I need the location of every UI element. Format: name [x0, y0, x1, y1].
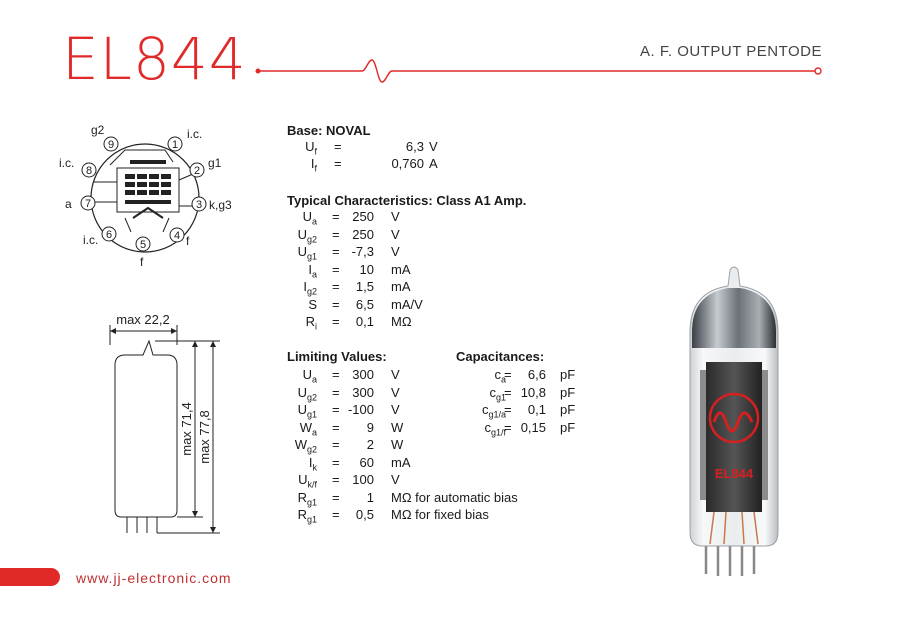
- spec-value: -7,3: [351, 244, 374, 259]
- dim-width: max 22,2: [116, 312, 170, 327]
- spec-equals: =: [332, 261, 340, 277]
- pin-6-label: i.c.: [83, 233, 99, 247]
- page-subtitle: A. F. OUTPUT PENTODE: [640, 43, 822, 60]
- footer-accent-bar: [0, 568, 60, 586]
- spec-equals: =: [332, 367, 340, 382]
- spec-symbol: $U_{g1}$: [297, 244, 317, 262]
- spec-symbol: $I_{g2}$: [303, 279, 317, 297]
- pin-8-num: 8: [85, 165, 93, 177]
- pin-9-num: 9: [107, 139, 115, 151]
- spec-symbol: $U_f$: [305, 139, 317, 157]
- pin-1-label: i.c.: [187, 127, 203, 141]
- spec-equals: =: [504, 419, 512, 435]
- spec-value: 9: [366, 419, 374, 435]
- dimension-drawing: [95, 305, 245, 545]
- spec-equals: =: [332, 226, 340, 242]
- spec-equals: =: [332, 472, 340, 487]
- spec-row: [287, 506, 587, 523]
- spec-row: [287, 208, 587, 225]
- dim-height-2: max 77,8: [197, 410, 212, 464]
- spec-value: 1,5: [355, 279, 374, 294]
- spec-equals: =: [332, 454, 340, 470]
- pin-7-num: 7: [84, 198, 92, 210]
- spec-symbol: $U_{g2}$: [297, 226, 317, 245]
- pin-7-label: a: [65, 197, 72, 211]
- spec-unit: MΩ for automatic bias: [391, 489, 518, 505]
- spec-row: [287, 471, 587, 488]
- spec-symbol: $R_i$: [305, 314, 317, 332]
- spec-unit: mA: [391, 261, 411, 277]
- spec-row: [287, 226, 587, 243]
- spec-value: 6,3: [405, 139, 424, 154]
- pin-diagram: [55, 120, 275, 270]
- spec-equals: =: [332, 437, 340, 452]
- pin-3-label: k,g3: [209, 198, 232, 212]
- pin-4-label: f: [186, 234, 190, 248]
- spec-equals: =: [504, 402, 512, 417]
- pin-4-num: 4: [173, 230, 181, 242]
- header-waveform-line: [250, 58, 830, 84]
- spec-symbol: $W_{g2}$: [294, 437, 317, 455]
- spec-unit: mA/V: [391, 296, 423, 312]
- pin-8-label: i.c.: [59, 156, 75, 170]
- spec-unit: pF: [560, 402, 576, 417]
- base-title: Base: NOVAL: [287, 123, 371, 138]
- spec-symbol: $U_a$: [302, 209, 317, 227]
- spec-equals: =: [332, 209, 340, 224]
- spec-equals: =: [332, 507, 340, 522]
- spec-value: 300: [352, 367, 374, 382]
- spec-value: 1: [366, 489, 374, 505]
- capacitances-title: Capacitances:: [456, 349, 545, 364]
- pin-9-label: g2: [91, 123, 105, 137]
- spec-value: 0,5: [355, 507, 374, 522]
- typical-title: Typical Characteristics: Class A1 Amp.: [287, 193, 527, 208]
- spec-row: [287, 489, 587, 506]
- spec-value: 6,5: [355, 296, 374, 312]
- spec-symbol: $U_{k/f}$: [298, 472, 317, 490]
- spec-value: 6,6: [527, 367, 546, 382]
- spec-unit: V: [429, 139, 438, 154]
- spec-symbol: $I_f$: [310, 156, 317, 174]
- spec-unit: MΩ for fixed bias: [391, 507, 489, 522]
- spec-value: 0,15: [520, 419, 546, 435]
- pin-3-num: 3: [195, 199, 203, 211]
- spec-row: [287, 436, 587, 453]
- spec-equals: =: [332, 402, 340, 417]
- spec-equals: =: [504, 384, 512, 400]
- spec-unit: W: [391, 419, 404, 435]
- dim-height-1: max 71,4: [179, 402, 194, 456]
- spec-value: 250: [352, 226, 374, 242]
- spec-symbol: $W_a$: [299, 419, 317, 438]
- pin-5-label: f: [140, 255, 144, 269]
- spec-unit: mA: [391, 454, 411, 470]
- spec-symbol: $U_{g1}$: [297, 402, 317, 420]
- spec-symbol: $I_a$: [308, 261, 317, 280]
- spec-unit: pF: [560, 419, 576, 435]
- spec-value: 0,760: [391, 156, 424, 171]
- pin-1-num: 1: [171, 139, 179, 151]
- pin-2-label: g1: [208, 156, 222, 170]
- spec-value: -100: [347, 402, 374, 417]
- spec-symbol: $R_{g1}$: [297, 507, 317, 525]
- spec-unit: V: [391, 226, 400, 242]
- spec-equals: =: [334, 139, 342, 154]
- spec-equals: =: [332, 489, 340, 505]
- spec-symbol: $c_{g1/a}$: [481, 402, 506, 420]
- spec-value: 2: [366, 437, 374, 452]
- limiting-title: Limiting Values:: [287, 349, 387, 364]
- spec-unit: V: [391, 209, 400, 224]
- spec-value: 100: [352, 472, 374, 487]
- spec-unit: V: [391, 244, 400, 259]
- spec-row: [287, 278, 587, 295]
- spec-equals: =: [504, 367, 512, 382]
- pin-6-num: 6: [105, 229, 113, 241]
- spec-unit: mA: [391, 279, 411, 294]
- tube-image: [670, 262, 810, 582]
- spec-unit: MΩ: [391, 314, 412, 329]
- spec-value: 300: [352, 384, 374, 400]
- spec-unit: V: [391, 472, 400, 487]
- spec-unit: A: [429, 156, 438, 171]
- spec-row: [287, 155, 587, 172]
- spec-symbol: $U_a$: [302, 367, 317, 385]
- spec-equals: =: [332, 244, 340, 259]
- spec-equals: =: [332, 279, 340, 294]
- spec-row: [287, 313, 587, 330]
- spec-unit: W: [391, 437, 404, 452]
- spec-unit: pF: [560, 384, 576, 400]
- spec-symbol: $R_{g1}$: [297, 489, 317, 508]
- spec-value: 250: [352, 209, 374, 224]
- spec-unit: pF: [560, 367, 576, 382]
- spec-value: 60: [359, 454, 374, 470]
- spec-equals: =: [334, 156, 342, 171]
- spec-value: 0,1: [527, 402, 546, 417]
- spec-equals: =: [332, 314, 340, 329]
- spec-symbol: $U_{g2}$: [297, 384, 317, 403]
- page-title: EL844: [62, 25, 247, 93]
- spec-symbol: S: [308, 296, 317, 312]
- spec-symbol: $c_{g1/f}$: [484, 419, 506, 438]
- spec-row: [287, 138, 587, 155]
- spec-symbol: $I_k$: [308, 454, 317, 473]
- spec-unit: V: [391, 402, 400, 417]
- spec-row: [287, 454, 587, 471]
- spec-row: [287, 296, 587, 313]
- spec-unit: V: [391, 384, 400, 400]
- pin-2-num: 2: [193, 165, 201, 177]
- spec-value: 10: [359, 261, 374, 277]
- spec-value: 10,8: [520, 384, 546, 400]
- spec-symbol: $c_a$: [494, 367, 506, 385]
- footer-url[interactable]: www.jj-electronic.com: [76, 570, 232, 586]
- spec-row: [287, 243, 587, 260]
- pin-5-num: 5: [139, 239, 147, 251]
- spec-equals: =: [332, 384, 340, 400]
- spec-equals: =: [332, 419, 340, 435]
- spec-row: [287, 261, 587, 278]
- spec-equals: =: [332, 296, 340, 312]
- tube-label: EL844: [714, 466, 754, 481]
- spec-value: 0,1: [355, 314, 374, 329]
- spec-unit: V: [391, 367, 400, 382]
- spec-symbol: $c_{g1}$: [489, 384, 506, 403]
